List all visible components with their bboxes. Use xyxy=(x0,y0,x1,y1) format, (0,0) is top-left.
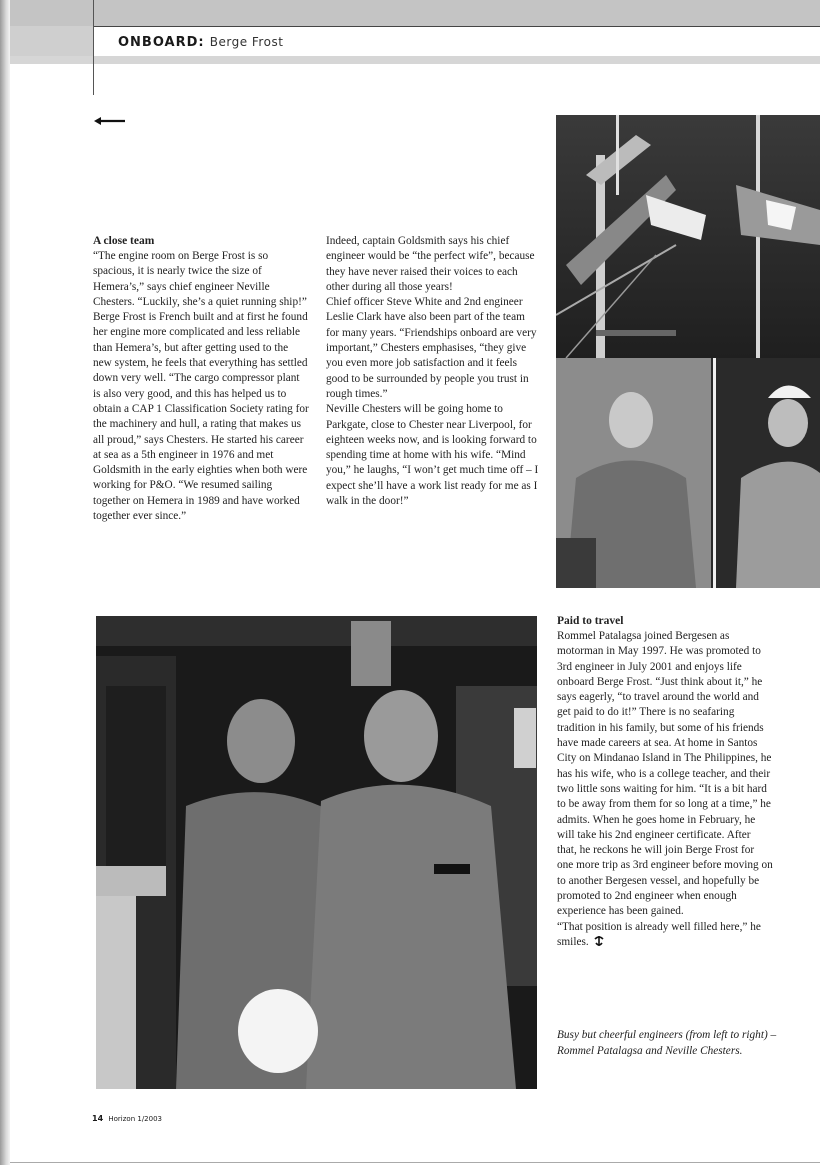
article-column-3 xyxy=(557,614,773,950)
ship-mast-photo xyxy=(556,115,820,358)
body-paragraph: Chief officer Steve White and 2nd engineer Leslie Clark have also been part of the team for many years. “Friendships onboard are very important,” Chesters emphasises, “they give you even more job satisfaction and it feels good to be surrounded by people you trust in rough times.” xyxy=(326,296,537,400)
page-number: 14 xyxy=(92,1114,104,1123)
body-paragraph: Indeed, captain Goldsmith says his chief engineer would be “the perfect wife”, because they have never raised their voices to each other during all those years! xyxy=(326,235,535,293)
header-grey-band xyxy=(10,56,820,64)
header-left-block xyxy=(10,26,94,56)
two-engineers-photo xyxy=(556,358,820,588)
top-band xyxy=(10,0,820,26)
article-column-2 xyxy=(326,234,540,509)
article-column-1 xyxy=(93,234,309,524)
arrow-left-icon xyxy=(94,116,126,126)
body-paragraph: Neville Chesters will be going home to Parkgate, close to Chester near Liverpool, for eighteen weeks now, and is looking forward to spending time at home with his wife. “Mind you,” he laughs, “I won’t get much time off – I expect she’ll have a work list ready for me as I walk in the door!” xyxy=(326,403,539,508)
section-label: ONBOARD: xyxy=(118,35,205,50)
bottom-rule xyxy=(10,1162,820,1163)
publication-name: Horizon 1/2003 xyxy=(108,1115,162,1123)
photo-caption: Busy but cheerful engineers (from left to right) – Rommel Patalagsa and Neville Chesters. xyxy=(557,1029,777,1057)
header-title xyxy=(118,35,283,50)
closing-paragraph xyxy=(557,920,773,951)
heading-close-team: A close team xyxy=(93,235,155,247)
header-rule xyxy=(93,0,94,95)
section-subtitle: Berge Frost xyxy=(209,35,284,49)
body-paragraph: “The engine room on Berge Frost is so spacious, it is nearly twice the size of Hemera’s,” says chief engineer Neville Chesters. “Luckily, she’s a quiet running ship!” Berge Frost is French built and at first he found her engine more complicated and less reliable than Hemera’s, but after getting used to the new system, he feels that everything has settled down very well. “The cargo compressor plant is also very good, and this has helped us to obtain a CAP 1 Classification Society rating for the machinery and hull, a rating that makes us all proud,” says Chesters. He started his career at sea as a 5th engineer in 1976 and met Goldsmith in the early eighties when both were working for P&O. “We resumed sailing together on Hemera in 1989 and have worked together ever since.” xyxy=(93,250,309,523)
page-edge xyxy=(0,0,10,1165)
body-paragraph: Rommel Patalagsa joined Bergesen as motorman in May 1997. He was promoted to 3rd engineer in July 2001 and enjoys life onboard Berge Frost. “Just think about it,” he says eagerly, “to travel around the world and get paid to do it!” There is no seafaring tradition in his family, but some of his friends have made careers at sea. At home in Santos City on Mindanao Island in The Philippines, he has his wife, who is a college teacher, and their two little sons waiting for him. “It is a bit hard to be away from them for so long at a time,” he admits. When he goes home in February, he will take his 2nd engineer certificate. After that, he reckons he will join Berge Frost for one more trip as 3rd engineer before moving on to another Bergesen vessel, and hopefully be promoted to 2nd engineer when enough experience has been gained. xyxy=(557,630,773,918)
closing-text: “That position is already well filled here,” he smiles. xyxy=(557,920,761,948)
page-footer xyxy=(92,1114,162,1123)
bergesen-logo-icon xyxy=(593,935,605,947)
engineers-engine-room-photo xyxy=(96,616,537,1089)
heading-paid-to-travel: Paid to travel xyxy=(557,615,624,627)
